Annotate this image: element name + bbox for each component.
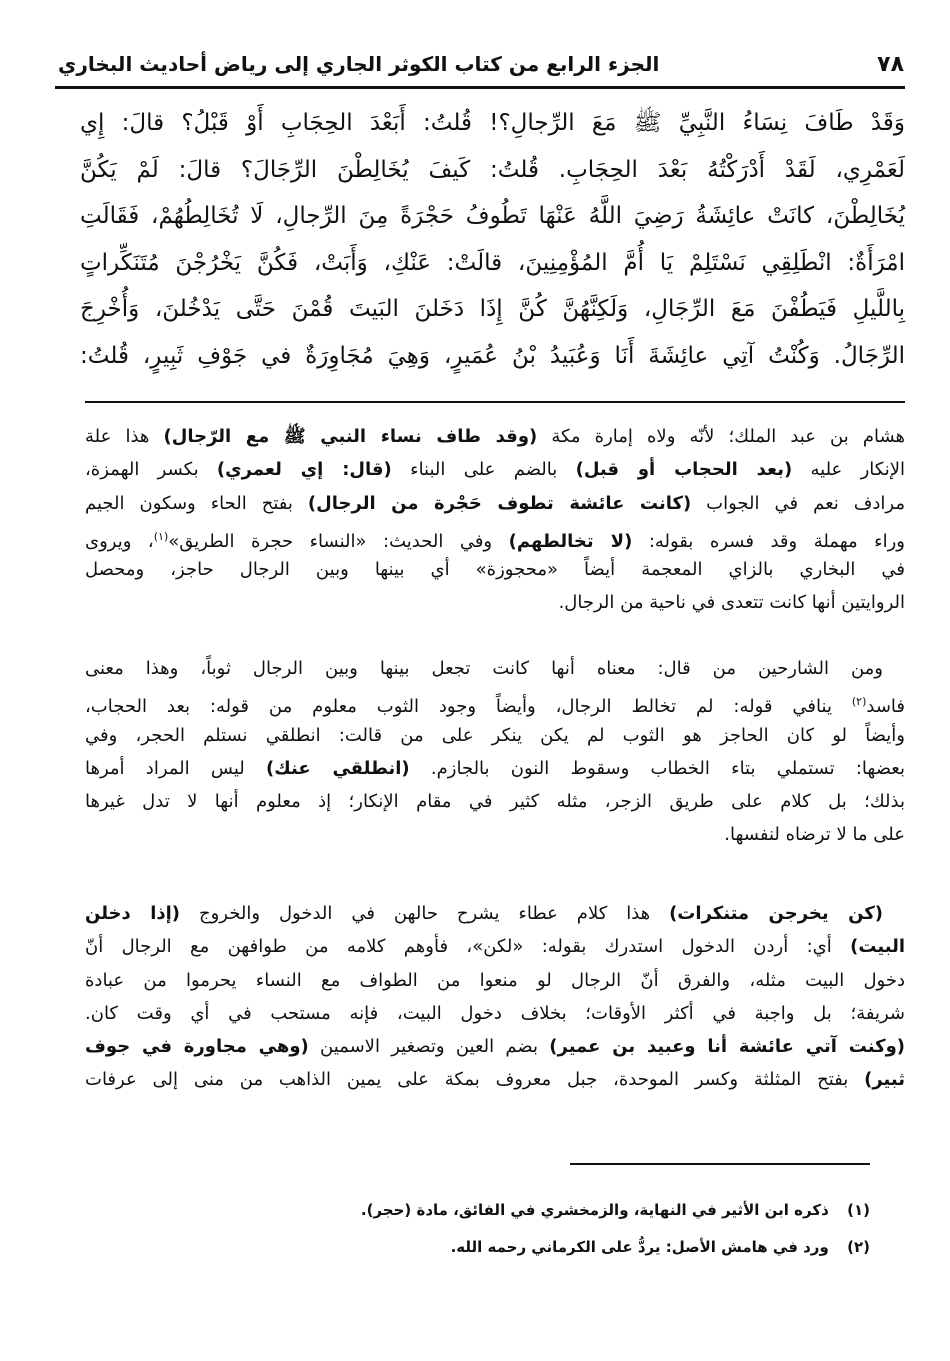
text-segment: بعضها: تستملي بتاء الخطاب وسقوط النون بالجازم. xyxy=(409,757,906,779)
text-segment: وَقَدْ طَافَ نِسَاءُ النَّبِيِّ ﷺ مَعَ الرِّجالِ؟! قُلتُ: أَبَعْدَ الحِجَابِ أَوْ قَبْلُ؟ قالَ: إِي xyxy=(80,110,905,136)
text-line xyxy=(80,333,905,380)
text-line xyxy=(85,930,905,963)
text-line xyxy=(80,147,905,194)
text-segment: شريفة؛ بل واجبة في أكثر الأوقات؛ بخلاف دخول البيت، فإنه مستحب في أي وقت كان. xyxy=(85,1002,905,1024)
commentary-paragraph-1 xyxy=(85,420,905,620)
text-segment: مرادف نعم في الجواب xyxy=(691,492,906,514)
quoted-phrase: البيت) xyxy=(850,936,905,958)
quoted-phrase: (كانت عائشة تطوف حَجْرة من الرجال) xyxy=(307,492,692,514)
text-line xyxy=(85,719,905,752)
text-segment: الرِّجَالُ. وَكُنْتُ آتِي عائِشَةَ أَنَا وَعُبَيدُ بْنُ عُمَيرٍ، وَهِيَ مُجَاوِرَةٌ في جَوْفِ ثَبِيرٍ، قُلتُ: xyxy=(80,342,905,369)
footnote-rule xyxy=(570,1163,870,1165)
footnote-1 xyxy=(300,1201,870,1219)
text-segment: بفتح المثلثة وكسر الموحدة، جبل معروف بمكة على يمين الذاهب من منى إلى عرفات xyxy=(85,1069,865,1091)
quoted-phrase: (إذا دخلن xyxy=(85,903,181,924)
text-line xyxy=(85,685,905,718)
text-line xyxy=(85,487,905,520)
text-segment: وأيضاً لو كان الحاجز هو الثوب لم يكن ينكر على من قالت: انطلقي نستلم الحجر، وفي xyxy=(85,724,905,746)
text-segment: وفي الحديث: «النساء حجرة الطريق» xyxy=(168,530,509,552)
text-segment: يُخَالِطْنَ، كانَتْ عائِشَةُ رَضِيَ اللَّهُ عَنْهَا تَطُوفُ حَجْرَةً مِنَ الرِّجالِ، لَا تُخَالِطُهُمْ، فَقَالَتِ xyxy=(80,203,905,229)
text-line xyxy=(85,1030,905,1063)
text-line xyxy=(85,520,905,553)
text-segment: بكسر الهمزة، xyxy=(85,459,217,481)
text-line xyxy=(85,818,905,851)
separator-rule xyxy=(85,401,905,403)
text-line xyxy=(85,453,905,486)
text-line xyxy=(85,1063,905,1096)
text-line xyxy=(85,553,905,586)
quoted-phrase: (وقد طاف نساء النبي ﷺ مع الرّجال) xyxy=(163,426,538,447)
quoted-phrase: (قال: إي لعمري) xyxy=(216,459,392,481)
footnote-text: ذكره ابن الأثير في النهاية، والزمخشري في الفائق، مادة (حجر). xyxy=(360,1201,829,1219)
text-segment: وراء مهملة وقد فسره بقوله: xyxy=(632,530,906,552)
text-segment: على ما لا ترضاه لنفسها. xyxy=(724,824,905,846)
text-segment: هشام بن عبد الملك؛ لأنّه ولاه إمارة مكة xyxy=(537,426,906,447)
text-segment: ومن الشارحين من قال: معناه أنها كانت تجعل بينها وبين الرجال ثوباً، وهذا معنى xyxy=(85,658,883,679)
commentary-paragraph-3 xyxy=(85,897,905,1097)
text-line xyxy=(85,997,905,1030)
quoted-phrase: (بعد الحجاب أو قبل) xyxy=(575,459,793,481)
text-segment: هذا كلام عطاء يشرح حالهن في الدخول والخروج xyxy=(180,903,670,924)
book-title: الجزء الرابع من كتاب الكوثر الجاري إلى رياض أحاديث البخاري xyxy=(58,52,660,76)
text-line xyxy=(80,100,905,147)
text-line xyxy=(85,652,905,685)
footnote-2 xyxy=(300,1238,870,1256)
footnote-reference: (١) xyxy=(153,529,169,543)
text-segment: بضم العين وتصغير الاسمين xyxy=(308,1036,550,1058)
text-line xyxy=(85,964,905,997)
text-segment: بِاللَّيلِ فَيَطُفْنَ مَعَ الرِّجَالِ، وَلَكِنَّهُنَّ كُنَّ إِذَا دَخَلنَ البَيتَ قُمْنَ حَتَّى يَدْخُلنَ، وَأُخْرِجَ xyxy=(80,296,905,322)
commentary-paragraph-2 xyxy=(85,652,905,852)
quoted-phrase: (وهي مجاورة في جوف xyxy=(85,1036,309,1058)
text-segment: في البخاري بالزاي المعجمة أيضاً «محجوزة» أي بينها وبين الرجال حاجز، ومحصل xyxy=(85,559,905,581)
text-segment: فاسد xyxy=(866,696,905,718)
text-line xyxy=(80,240,905,287)
footnote-reference: (٢) xyxy=(851,695,867,709)
text-segment: امْرَأَةٌ: انْطَلِقِي نَسْتَلِمْ يَا أُمَّ المُؤْمِنِينَ، قالَتْ: عَنْكِ، وَأَبَتْ، فَكُنَّ يَخْرُجْنَ مُتَنَكِّراتٍ xyxy=(80,249,905,276)
text-segment: بالضم على البناء xyxy=(391,459,576,481)
text-line xyxy=(85,785,905,818)
footnote-text: ورد في هامش الأصل: يردُّ على الكرماني رحمه الله. xyxy=(450,1238,829,1256)
running-header xyxy=(58,44,904,84)
text-segment: ، ويروى xyxy=(85,530,154,552)
text-line xyxy=(80,193,905,240)
quoted-phrase: (انطلقي عنك) xyxy=(266,757,410,779)
footnote-number: (٢) xyxy=(847,1238,870,1256)
page-number: ٧٨ xyxy=(877,51,904,77)
text-segment: الإنكار عليه xyxy=(792,459,905,481)
text-line xyxy=(85,897,905,930)
hadith-text xyxy=(80,100,905,379)
footnote-number: (١) xyxy=(847,1201,870,1219)
text-segment: هذا علة xyxy=(85,426,164,447)
text-segment: لَعَمْرِي، لَقَدْ أَدْرَكْتُهُ بَعْدَ الحِجَابِ. قُلتُ: كَيفَ يُخَالِطْنَ الرِّجَالَ؟ قالَ: لَمْ يَكُنَّ xyxy=(80,156,905,183)
text-line xyxy=(85,586,905,619)
text-segment: أي: أردن الدخول استدرك بقوله: «لكن»، فأوهم كلامه من طوافهن مع الرجال أنّ xyxy=(85,936,851,958)
quoted-phrase: (وكنت آتي عائشة أنا وعبيد بن عمير) xyxy=(549,1036,905,1058)
text-segment: بذلك؛ بل كلام على طريق الزجر، مثله كثير في مقام الإنكار؛ إذ معلوم أنها لا تدل غيرها xyxy=(85,791,905,813)
text-segment: ينافي قوله: لم تخالط الرجال، وأيضاً وجود الثوب معلوم من قوله: بعد الحجاب، xyxy=(85,696,852,718)
text-line xyxy=(85,752,905,785)
text-line xyxy=(85,420,905,453)
text-segment: بفتح الحاء وسكون الجيم xyxy=(85,492,308,514)
text-segment: ليس المراد أمرها xyxy=(85,757,267,779)
header-rule xyxy=(55,86,905,89)
text-line xyxy=(80,286,905,333)
text-segment: دخول البيت مثله، والفرق أنّ الرجال لو منعوا من الطواف مع النساء يحرموا من عبادة xyxy=(85,969,905,991)
quoted-phrase: (كن يخرجن متنكرات) xyxy=(669,903,884,924)
quoted-phrase: (لا تخالطهم) xyxy=(508,530,633,552)
text-segment: الروايتين أنها كانت تتعدى في ناحية من الرجال. xyxy=(558,592,905,614)
quoted-phrase: ثبير) xyxy=(864,1069,905,1091)
